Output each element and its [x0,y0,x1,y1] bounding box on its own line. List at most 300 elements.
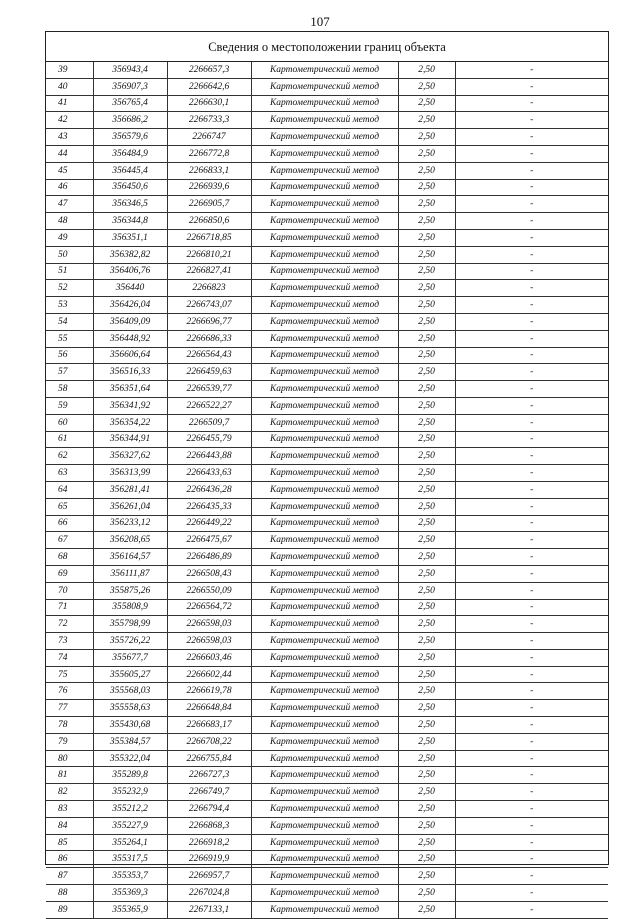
point-number-cell: 58 [46,381,93,398]
table-row [46,213,608,230]
x-coordinate-cell: 355365,9 [93,901,167,918]
accuracy-cell: 2,50 [398,616,455,633]
method-cell: Картометрический метод [251,448,398,465]
method-cell: Картометрический метод [251,784,398,801]
method-cell: Картометрический метод [251,649,398,666]
x-coordinate-cell: 355875,26 [93,582,167,599]
description-cell: - [455,62,608,78]
accuracy-cell: 2,50 [398,145,455,162]
accuracy-cell: 2,50 [398,95,455,112]
point-number-cell: 74 [46,649,93,666]
description-cell: - [455,750,608,767]
y-coordinate-cell: 2266598,03 [167,616,251,633]
point-number-cell: 49 [46,229,93,246]
description-cell: - [455,280,608,297]
description-cell: - [455,112,608,129]
point-number-cell: 69 [46,565,93,582]
table-row [46,633,608,650]
description-cell: - [455,868,608,885]
accuracy-cell: 2,50 [398,700,455,717]
table-row [46,431,608,448]
y-coordinate-cell: 2266810,21 [167,246,251,263]
method-cell: Картометрический метод [251,817,398,834]
x-coordinate-cell: 356484,9 [93,145,167,162]
y-coordinate-cell: 2266868,3 [167,817,251,834]
point-number-cell: 78 [46,717,93,734]
y-coordinate-cell: 2266509,7 [167,414,251,431]
y-coordinate-cell: 2267133,1 [167,901,251,918]
x-coordinate-cell: 355232,9 [93,784,167,801]
description-cell: - [455,498,608,515]
description-cell: - [455,784,608,801]
y-coordinate-cell: 2266455,79 [167,431,251,448]
table-row [46,465,608,482]
accuracy-cell: 2,50 [398,364,455,381]
description-cell: - [455,683,608,700]
method-cell: Картометрический метод [251,112,398,129]
x-coordinate-cell: 356445,4 [93,162,167,179]
table-row [46,885,608,902]
y-coordinate-cell: 2266603,46 [167,649,251,666]
table-row [46,717,608,734]
y-coordinate-cell: 2266905,7 [167,196,251,213]
accuracy-cell: 2,50 [398,599,455,616]
description-cell: - [455,431,608,448]
accuracy-cell: 2,50 [398,297,455,314]
y-coordinate-cell: 2266794,4 [167,801,251,818]
y-coordinate-cell: 2266619,78 [167,683,251,700]
table-row [46,145,608,162]
accuracy-cell: 2,50 [398,733,455,750]
method-cell: Картометрический метод [251,549,398,566]
accuracy-cell: 2,50 [398,481,455,498]
point-number-cell: 61 [46,431,93,448]
description-cell: - [455,582,608,599]
x-coordinate-cell: 356327,62 [93,448,167,465]
method-cell: Картометрический метод [251,381,398,398]
method-cell: Картометрический метод [251,397,398,414]
accuracy-cell: 2,50 [398,263,455,280]
table-row [46,599,608,616]
point-number-cell: 52 [46,280,93,297]
y-coordinate-cell: 2266747 [167,129,251,146]
y-coordinate-cell: 2266630,1 [167,95,251,112]
table-row [46,62,608,78]
description-cell: - [455,481,608,498]
description-cell: - [455,347,608,364]
table-body [46,62,608,918]
y-coordinate-cell: 2266657,3 [167,62,251,78]
point-number-cell: 87 [46,868,93,885]
point-number-cell: 59 [46,397,93,414]
method-cell: Картометрический метод [251,129,398,146]
description-cell: - [455,901,608,918]
y-coordinate-cell: 2266755,84 [167,750,251,767]
point-number-cell: 56 [46,347,93,364]
point-number-cell: 64 [46,481,93,498]
accuracy-cell: 2,50 [398,448,455,465]
accuracy-cell: 2,50 [398,129,455,146]
y-coordinate-cell: 2266550,09 [167,582,251,599]
table-row [46,397,608,414]
x-coordinate-cell: 356341,92 [93,397,167,414]
point-number-cell: 65 [46,498,93,515]
y-coordinate-cell: 2266919,9 [167,851,251,868]
method-cell: Картометрический метод [251,179,398,196]
point-number-cell: 42 [46,112,93,129]
description-cell: - [455,885,608,902]
table-row [46,700,608,717]
accuracy-cell: 2,50 [398,112,455,129]
accuracy-cell: 2,50 [398,767,455,784]
table-row [46,851,608,868]
x-coordinate-cell: 356346,5 [93,196,167,213]
x-coordinate-cell: 355798,99 [93,616,167,633]
description-cell: - [455,834,608,851]
x-coordinate-cell: 356606,64 [93,347,167,364]
accuracy-cell: 2,50 [398,246,455,263]
x-coordinate-cell: 356409,09 [93,313,167,330]
table-row [46,901,608,918]
table-row [46,515,608,532]
y-coordinate-cell: 2266602,44 [167,666,251,683]
table-row [46,78,608,95]
point-number-cell: 66 [46,515,93,532]
description-cell: - [455,448,608,465]
x-coordinate-cell: 356426,04 [93,297,167,314]
point-number-cell: 67 [46,532,93,549]
x-coordinate-cell: 355726,22 [93,633,167,650]
description-cell: - [455,313,608,330]
boundary-table-sheet [45,31,609,915]
point-number-cell: 86 [46,851,93,868]
accuracy-cell: 2,50 [398,347,455,364]
method-cell: Картометрический метод [251,263,398,280]
point-number-cell: 53 [46,297,93,314]
description-cell: - [455,179,608,196]
table-row [46,549,608,566]
table-title: Сведения о местоположении границ объекта [46,32,608,62]
description-cell: - [455,263,608,280]
x-coordinate-cell: 356344,91 [93,431,167,448]
description-cell: - [455,801,608,818]
description-cell: - [455,717,608,734]
accuracy-cell: 2,50 [398,229,455,246]
y-coordinate-cell: 2266823 [167,280,251,297]
accuracy-cell: 2,50 [398,549,455,566]
accuracy-cell: 2,50 [398,313,455,330]
method-cell: Картометрический метод [251,431,398,448]
y-coordinate-cell: 2266435,33 [167,498,251,515]
y-coordinate-cell: 2266696,77 [167,313,251,330]
y-coordinate-cell: 2267024,8 [167,885,251,902]
method-cell: Картометрический метод [251,95,398,112]
point-number-cell: 84 [46,817,93,834]
accuracy-cell: 2,50 [398,885,455,902]
point-number-cell: 72 [46,616,93,633]
accuracy-cell: 2,50 [398,633,455,650]
description-cell: - [455,515,608,532]
table-row [46,280,608,297]
point-number-cell: 71 [46,599,93,616]
point-number-cell: 80 [46,750,93,767]
x-coordinate-cell: 356313,99 [93,465,167,482]
table-row [46,297,608,314]
point-number-cell: 50 [46,246,93,263]
table-row [46,750,608,767]
accuracy-cell: 2,50 [398,834,455,851]
x-coordinate-cell: 356907,3 [93,78,167,95]
y-coordinate-cell: 2266939,6 [167,179,251,196]
method-cell: Картометрический метод [251,498,398,515]
x-coordinate-cell: 356406,76 [93,263,167,280]
x-coordinate-cell: 355568,03 [93,683,167,700]
accuracy-cell: 2,50 [398,868,455,885]
accuracy-cell: 2,50 [398,901,455,918]
accuracy-cell: 2,50 [398,397,455,414]
table-row [46,498,608,515]
point-number-cell: 40 [46,78,93,95]
point-number-cell: 63 [46,465,93,482]
table-row [46,246,608,263]
table-row [46,179,608,196]
y-coordinate-cell: 2266957,7 [167,868,251,885]
x-coordinate-cell: 356943,4 [93,62,167,78]
point-number-cell: 76 [46,683,93,700]
table-row [46,347,608,364]
accuracy-cell: 2,50 [398,649,455,666]
y-coordinate-cell: 2266642,6 [167,78,251,95]
y-coordinate-cell: 2266436,28 [167,481,251,498]
table-row [46,666,608,683]
method-cell: Картометрический метод [251,599,398,616]
y-coordinate-cell: 2266749,7 [167,784,251,801]
point-number-cell: 57 [46,364,93,381]
method-cell: Картометрический метод [251,62,398,78]
x-coordinate-cell: 356261,04 [93,498,167,515]
description-cell: - [455,851,608,868]
point-number-cell: 62 [46,448,93,465]
description-cell: - [455,649,608,666]
y-coordinate-cell: 2266918,2 [167,834,251,851]
x-coordinate-cell: 356450,6 [93,179,167,196]
point-number-cell: 82 [46,784,93,801]
y-coordinate-cell: 2266443,88 [167,448,251,465]
x-coordinate-cell: 355322,04 [93,750,167,767]
point-number-cell: 89 [46,901,93,918]
point-number-cell: 81 [46,767,93,784]
y-coordinate-cell: 2266475,67 [167,532,251,549]
method-cell: Картометрический метод [251,532,398,549]
description-cell: - [455,162,608,179]
x-coordinate-cell: 355212,2 [93,801,167,818]
point-number-cell: 48 [46,213,93,230]
method-cell: Картометрический метод [251,162,398,179]
method-cell: Картометрический метод [251,633,398,650]
accuracy-cell: 2,50 [398,817,455,834]
x-coordinate-cell: 356440 [93,280,167,297]
accuracy-cell: 2,50 [398,431,455,448]
accuracy-cell: 2,50 [398,414,455,431]
table-row [46,414,608,431]
accuracy-cell: 2,50 [398,330,455,347]
y-coordinate-cell: 2266743,07 [167,297,251,314]
method-cell: Картометрический метод [251,313,398,330]
accuracy-cell: 2,50 [398,666,455,683]
table-row [46,616,608,633]
method-cell: Картометрический метод [251,414,398,431]
table-row [46,129,608,146]
y-coordinate-cell: 2266459,63 [167,364,251,381]
point-number-cell: 46 [46,179,93,196]
x-coordinate-cell: 355605,27 [93,666,167,683]
table-row [46,381,608,398]
table-row [46,330,608,347]
point-number-cell: 39 [46,62,93,78]
point-number-cell: 79 [46,733,93,750]
method-cell: Картометрический метод [251,565,398,582]
description-cell: - [455,330,608,347]
x-coordinate-cell: 356382,82 [93,246,167,263]
x-coordinate-cell: 356233,12 [93,515,167,532]
table-row [46,565,608,582]
point-number-cell: 47 [46,196,93,213]
table-row [46,196,608,213]
x-coordinate-cell: 356765,4 [93,95,167,112]
description-cell: - [455,229,608,246]
point-number-cell: 51 [46,263,93,280]
description-cell: - [455,129,608,146]
description-cell: - [455,297,608,314]
table-row [46,801,608,818]
x-coordinate-cell: 355558,63 [93,700,167,717]
accuracy-cell: 2,50 [398,851,455,868]
point-number-cell: 75 [46,666,93,683]
description-cell: - [455,767,608,784]
x-coordinate-cell: 356164,57 [93,549,167,566]
accuracy-cell: 2,50 [398,381,455,398]
method-cell: Картометрический метод [251,885,398,902]
description-cell: - [455,95,608,112]
table-row [46,229,608,246]
accuracy-cell: 2,50 [398,498,455,515]
boundary-points-table [46,62,608,919]
description-cell: - [455,616,608,633]
y-coordinate-cell: 2266522,27 [167,397,251,414]
x-coordinate-cell: 355430,68 [93,717,167,734]
method-cell: Картометрический метод [251,297,398,314]
y-coordinate-cell: 2266564,72 [167,599,251,616]
method-cell: Картометрический метод [251,229,398,246]
y-coordinate-cell: 2266564,43 [167,347,251,364]
x-coordinate-cell: 355264,1 [93,834,167,851]
method-cell: Картометрический метод [251,717,398,734]
description-cell: - [455,381,608,398]
method-cell: Картометрический метод [251,246,398,263]
method-cell: Картометрический метод [251,901,398,918]
accuracy-cell: 2,50 [398,280,455,297]
table-row [46,817,608,834]
table-row [46,532,608,549]
point-number-cell: 88 [46,885,93,902]
x-coordinate-cell: 356281,41 [93,481,167,498]
accuracy-cell: 2,50 [398,196,455,213]
x-coordinate-cell: 355353,7 [93,868,167,885]
accuracy-cell: 2,50 [398,784,455,801]
method-cell: Картометрический метод [251,666,398,683]
x-coordinate-cell: 356354,22 [93,414,167,431]
point-number-cell: 60 [46,414,93,431]
accuracy-cell: 2,50 [398,532,455,549]
y-coordinate-cell: 2266449,22 [167,515,251,532]
y-coordinate-cell: 2266539,77 [167,381,251,398]
y-coordinate-cell: 2266827,41 [167,263,251,280]
method-cell: Картометрический метод [251,213,398,230]
accuracy-cell: 2,50 [398,179,455,196]
y-coordinate-cell: 2266833,1 [167,162,251,179]
table-row [46,481,608,498]
table-row [46,683,608,700]
accuracy-cell: 2,50 [398,750,455,767]
description-cell: - [455,145,608,162]
x-coordinate-cell: 355227,9 [93,817,167,834]
description-cell: - [455,549,608,566]
x-coordinate-cell: 356351,64 [93,381,167,398]
y-coordinate-cell: 2266683,17 [167,717,251,734]
point-number-cell: 68 [46,549,93,566]
point-number-cell: 55 [46,330,93,347]
point-number-cell: 70 [46,582,93,599]
table-row [46,112,608,129]
method-cell: Картометрический метод [251,78,398,95]
method-cell: Картометрический метод [251,868,398,885]
table-row [46,313,608,330]
accuracy-cell: 2,50 [398,683,455,700]
description-cell: - [455,364,608,381]
method-cell: Картометрический метод [251,145,398,162]
accuracy-cell: 2,50 [398,162,455,179]
point-number-cell: 85 [46,834,93,851]
y-coordinate-cell: 2266598,03 [167,633,251,650]
point-number-cell: 44 [46,145,93,162]
method-cell: Картометрический метод [251,767,398,784]
table-row [46,95,608,112]
description-cell: - [455,465,608,482]
x-coordinate-cell: 355677,7 [93,649,167,666]
description-cell: - [455,633,608,650]
table-row [46,733,608,750]
x-coordinate-cell: 356448,92 [93,330,167,347]
accuracy-cell: 2,50 [398,717,455,734]
description-cell: - [455,414,608,431]
x-coordinate-cell: 355289,8 [93,767,167,784]
description-cell: - [455,565,608,582]
x-coordinate-cell: 356111,87 [93,565,167,582]
method-cell: Картометрический метод [251,465,398,482]
method-cell: Картометрический метод [251,347,398,364]
accuracy-cell: 2,50 [398,582,455,599]
table-row [46,784,608,801]
x-coordinate-cell: 356208,65 [93,532,167,549]
x-coordinate-cell: 356579,6 [93,129,167,146]
method-cell: Картометрический метод [251,196,398,213]
accuracy-cell: 2,50 [398,78,455,95]
description-cell: - [455,397,608,414]
description-cell: - [455,196,608,213]
description-cell: - [455,532,608,549]
description-cell: - [455,733,608,750]
point-number-cell: 77 [46,700,93,717]
